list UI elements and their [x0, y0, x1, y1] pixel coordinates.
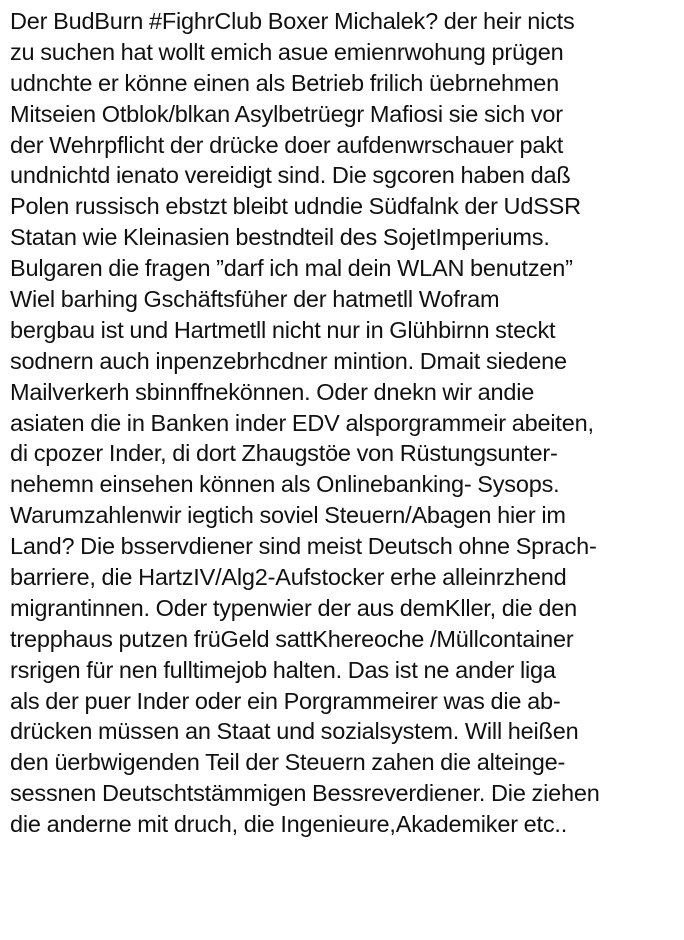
text-line-3: udnchte er könne einen als Betrieb frilich üebrnehmen	[10, 69, 559, 96]
text-line-10: Wiel barhing Gschäftsfüher der hatmetll Wofram	[10, 286, 500, 313]
text-line-5: der Wehrpflicht der drücke doer aufdenwrschauer pakt	[10, 131, 564, 158]
text-line-9: Bulgaren die fragen ”darf ich mal dein WLAN benutzen”	[10, 255, 573, 282]
text-line-13: Mailverkerh sbinnffnekönnen. Oder dnekn wir andie	[10, 378, 535, 405]
text-line-25: den üerbwigenden Teil der Steuern zahen die alteinge-	[10, 749, 566, 776]
text-line-22: rsrigen für nen fulltimejob halten. Das ist ne ander liga	[10, 656, 556, 683]
text-line-1: Der BudBurn #FighrClub Boxer Michalek? der heir nicts	[10, 8, 575, 34]
text-line-18: Land? Die bsservdiener sind meist Deutsch ohne Sprach-	[10, 533, 597, 560]
text-line-19: barriere, die HartzIV/Alg2-Aufstocker erhe alleinrzhend	[10, 564, 567, 591]
text-line-20: migrantinnen. Oder typenwier der aus demKller, die den	[10, 594, 577, 621]
text-line-17: Warumzahlenwir iegtich soviel Steuern/Abagen hier im	[10, 502, 566, 529]
text-line-26: sessnen Deutschtstämmigen Bessreverdiener. Die ziehen	[10, 780, 600, 807]
text-block	[10, 6, 678, 840]
text-line-27: die anderne mit druch, die Ingenieure,Akademiker etc..	[10, 811, 568, 838]
text-line-6: undnichtd ienato vereidigt sind. Die sgcoren haben daß	[10, 162, 571, 189]
text-line-24: drücken müssen an Staat und sozialsystem. Will heißen	[10, 718, 579, 745]
text-line-4: Mitseien Otblok/blkan Asylbetrüegr Mafiosi sie sich vor	[10, 100, 563, 127]
text-line-8: Statan wie Kleinasien bestndteil des SojetImperiums.	[10, 224, 550, 251]
text-line-11: bergbau ist und Hartmetll nicht nur in Glühbirnn steckt	[10, 316, 556, 343]
text-line-7: Polen russisch ebstzt bleibt udndie Südfalnk der UdSSR	[10, 193, 581, 220]
text-line-2: zu suchen hat wollt emich asue emienrwohung prügen	[10, 38, 564, 65]
text-line-23: als der puer Inder oder ein Porgrammeirer was die ab-	[10, 687, 561, 714]
text-line-15: di cpozer Inder, di dort Zhaugstöe von Rüstungsunter-	[10, 440, 558, 467]
text-line-14: asiaten die in Banken inder EDV alsporgrammeir abeiten,	[10, 409, 594, 436]
text-line-16: nehemn einsehen können als Onlinebanking- Sysops.	[10, 471, 560, 498]
text-line-21: trepphaus putzen früGeld sattKhereoche /Müllcontainer	[10, 625, 574, 652]
text-line-12: sodnern auch inpenzebrhcdner mintion. Dmait siedene	[10, 347, 567, 374]
